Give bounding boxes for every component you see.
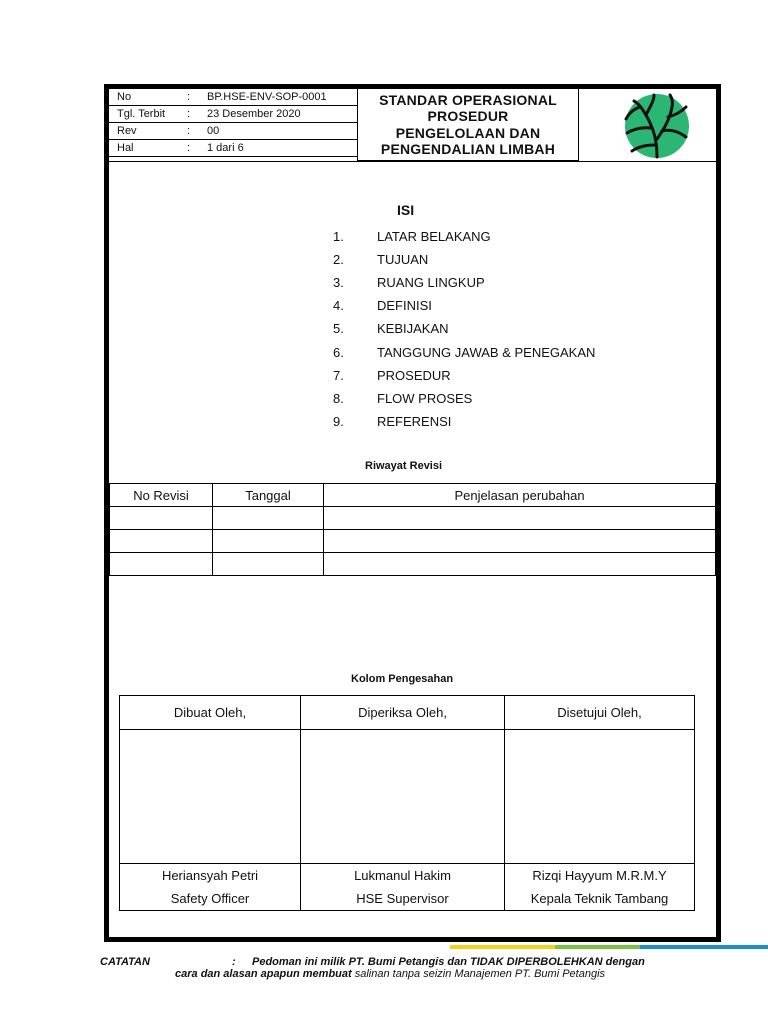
table-row xyxy=(110,507,716,530)
column-header: No Revisi xyxy=(110,484,213,507)
meta-row-hal xyxy=(109,140,357,157)
table-cell[interactable] xyxy=(110,530,213,553)
meta-row-no xyxy=(109,89,357,106)
footer-line-1: Pedoman ini milik PT. Bumi Petangis dan TIDAK DIPERBOLEHKAN dengan xyxy=(252,956,645,968)
signatory-role: HSE Supervisor xyxy=(356,891,449,906)
table-cell[interactable] xyxy=(110,553,213,576)
signature-cell[interactable] xyxy=(505,730,695,864)
toc-number: 7. xyxy=(333,367,344,383)
toc-label: TANGGUNG JAWAB & PENEGAKAN xyxy=(377,344,596,360)
toc-number: 8. xyxy=(333,390,344,406)
signatory-cell xyxy=(505,864,695,911)
meta-row-rev xyxy=(109,123,357,140)
document-frame xyxy=(104,84,721,942)
approval-table xyxy=(119,695,695,911)
title-line: STANDAR OPERASIONAL xyxy=(379,91,557,108)
table-cell[interactable] xyxy=(324,553,716,576)
meta-value: BP.HSE-ENV-SOP-0001 xyxy=(199,89,357,106)
toc-item xyxy=(325,340,685,363)
document-meta-table xyxy=(109,89,357,157)
meta-row-tgl xyxy=(109,106,357,123)
signature-cell[interactable] xyxy=(120,730,301,864)
column-header: Penjelasan perubahan xyxy=(324,484,716,507)
toc-number: 6. xyxy=(333,344,344,360)
signatory-cell xyxy=(301,864,505,911)
column-header: Disetujui Oleh, xyxy=(505,696,695,730)
table-header-row xyxy=(110,484,716,507)
table-row xyxy=(110,530,716,553)
table-cell[interactable] xyxy=(324,530,716,553)
meta-value: 23 Desember 2020 xyxy=(199,106,357,123)
revision-history-table xyxy=(109,483,716,576)
meta-value: 1 dari 6 xyxy=(199,140,357,157)
signature-cell[interactable] xyxy=(301,730,505,864)
footer-line-2-bold: cara dan alasan apapun membuat xyxy=(175,968,352,980)
title-line: PENGENDALIAN LIMBAH xyxy=(380,141,556,157)
title-line: PENGELOLAAN DAN xyxy=(395,124,541,141)
signature-row xyxy=(120,730,695,864)
footer-stripe-yellow xyxy=(450,945,555,949)
signatory-row xyxy=(120,864,695,911)
document-title xyxy=(358,89,578,160)
footer-line-2-rest: salinan tanpa seizin Manajemen PT. Bumi Petangis xyxy=(351,968,606,980)
column-header: Diperiksa Oleh, xyxy=(301,696,505,730)
revision-history-title: Riwayat Revisi xyxy=(365,460,443,472)
meta-key: Hal xyxy=(109,140,181,157)
column-header: Dibuat Oleh, xyxy=(120,696,301,730)
toc-item xyxy=(325,364,685,387)
header-divider xyxy=(578,89,579,161)
title-line: PROSEDUR xyxy=(427,108,509,124)
footer-label: CATATAN xyxy=(100,956,150,968)
toc-item xyxy=(325,317,685,340)
toc-item xyxy=(325,225,685,248)
footer-stripe-blue xyxy=(640,945,768,949)
column-header: Tanggal xyxy=(213,484,324,507)
toc-item xyxy=(325,271,685,294)
toc-label: KEBIJAKAN xyxy=(377,321,449,337)
meta-sep: : xyxy=(181,123,199,140)
footer-colon: : xyxy=(232,956,236,968)
table-header-row xyxy=(120,696,695,730)
toc-number: 2. xyxy=(333,252,344,268)
toc-label: LATAR BELAKANG xyxy=(377,229,491,245)
toc-item xyxy=(325,294,685,317)
toc-label: DEFINISI xyxy=(377,298,432,314)
toc-label: REFERENSI xyxy=(377,413,452,429)
toc-label: RUANG LINGKUP xyxy=(377,275,485,291)
meta-sep: : xyxy=(181,89,199,106)
toc-label: TUJUAN xyxy=(377,252,429,268)
table-of-contents xyxy=(325,225,685,433)
table-row xyxy=(110,553,716,576)
meta-sep: : xyxy=(181,140,199,157)
signatory-name: Rizqi Hayyum M.R.M.Y xyxy=(532,868,667,883)
signatory-role: Kepala Teknik Tambang xyxy=(530,891,669,906)
toc-label: PROSEDUR xyxy=(377,367,451,383)
meta-value: 00 xyxy=(199,123,357,140)
meta-key: Rev xyxy=(109,123,181,140)
toc-number: 9. xyxy=(333,413,344,429)
table-cell[interactable] xyxy=(213,553,324,576)
meta-key: Tgl. Terbit xyxy=(109,106,181,123)
footer-note xyxy=(100,956,645,980)
footer-stripe-green xyxy=(555,945,640,949)
toc-number: 3. xyxy=(333,275,344,291)
toc-number: 4. xyxy=(333,298,344,314)
signatory-name: Lukmanul Hakim xyxy=(354,868,451,883)
signatory-role: Safety Officer xyxy=(170,891,250,906)
toc-number: 1. xyxy=(333,229,344,245)
toc-title: ISI xyxy=(397,202,415,218)
toc-number: 5. xyxy=(333,321,344,337)
header-bottom-rule xyxy=(109,161,716,162)
signatory-name: Heriansyah Petri xyxy=(161,868,259,883)
company-logo-icon xyxy=(624,93,690,159)
meta-sep: : xyxy=(181,106,199,123)
signatory-cell xyxy=(120,864,301,911)
toc-item xyxy=(325,410,685,433)
table-cell[interactable] xyxy=(213,530,324,553)
approval-title: Kolom Pengesahan xyxy=(351,673,454,685)
toc-label: FLOW PROSES xyxy=(377,390,473,406)
table-cell[interactable] xyxy=(324,507,716,530)
table-cell[interactable] xyxy=(110,507,213,530)
meta-key: No xyxy=(109,89,181,106)
table-cell[interactable] xyxy=(213,507,324,530)
toc-item xyxy=(325,248,685,271)
toc-item xyxy=(325,387,685,410)
